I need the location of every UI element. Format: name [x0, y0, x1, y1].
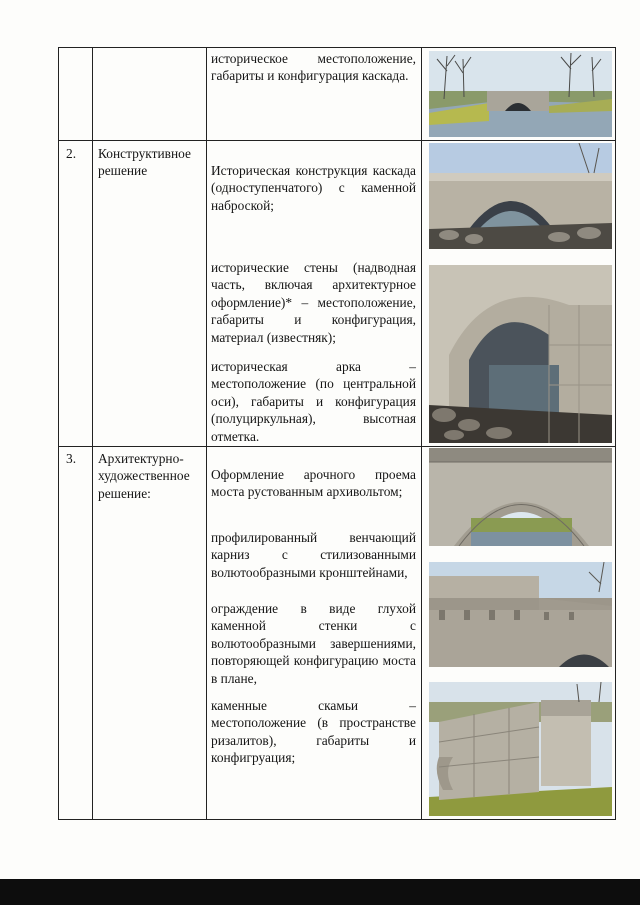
bridge-distant-photo	[429, 51, 612, 137]
row-2-number: 2.	[66, 146, 77, 161]
row-2-item-3: историческая арка – местоположение (по центральной оси), габариты и конфигурация (полуциркульная), высотная отметка.	[211, 359, 416, 444]
row-3-item-2: профилированный венчающий карниз с стилизованными волютообразными кронштейнами,	[211, 530, 416, 580]
heritage-table	[58, 47, 616, 820]
row-1-item-1: историческое местоположение, габариты и конфигурация каскада.	[211, 51, 416, 84]
row-2-label: Конструктивное решение	[98, 146, 191, 179]
column-divider	[92, 48, 93, 819]
row-2-item-1: Историческая конструкция каскада (одноступенчатого) с каменной наброской;	[211, 163, 416, 213]
bridge-arch-photo	[429, 143, 612, 249]
stone-bench-photo	[429, 682, 612, 816]
row-divider	[59, 140, 615, 141]
cornice-parapet-photo	[429, 562, 612, 667]
column-divider	[206, 48, 207, 819]
arch-closeup-photo	[429, 265, 612, 443]
row-3-label: Архитектурно-художественное решение:	[98, 451, 190, 501]
row-3-item-3: ограждение в виде глухой каменной стенки с волютообразными завершениями, повторяющей конфигурацию моста в плане,	[211, 601, 416, 686]
row-3-item-4: каменные скамьи – местоположение (в пространстве ризалитов), габариты и конфигруация;	[211, 698, 416, 766]
row-divider	[59, 446, 615, 447]
scan-bottom-edge	[0, 879, 640, 905]
row-2-item-2: исторические стены (надводная часть, включая архитектурное оформление)* – местоположение, габариты и конфигурация, материал (известняк);	[211, 260, 416, 345]
archivolt-photo	[429, 448, 612, 546]
row-3-item-1: Оформление арочного проема моста рустованным архивольтом;	[211, 467, 416, 500]
column-divider	[421, 48, 422, 819]
row-3-number: 3.	[66, 451, 77, 466]
